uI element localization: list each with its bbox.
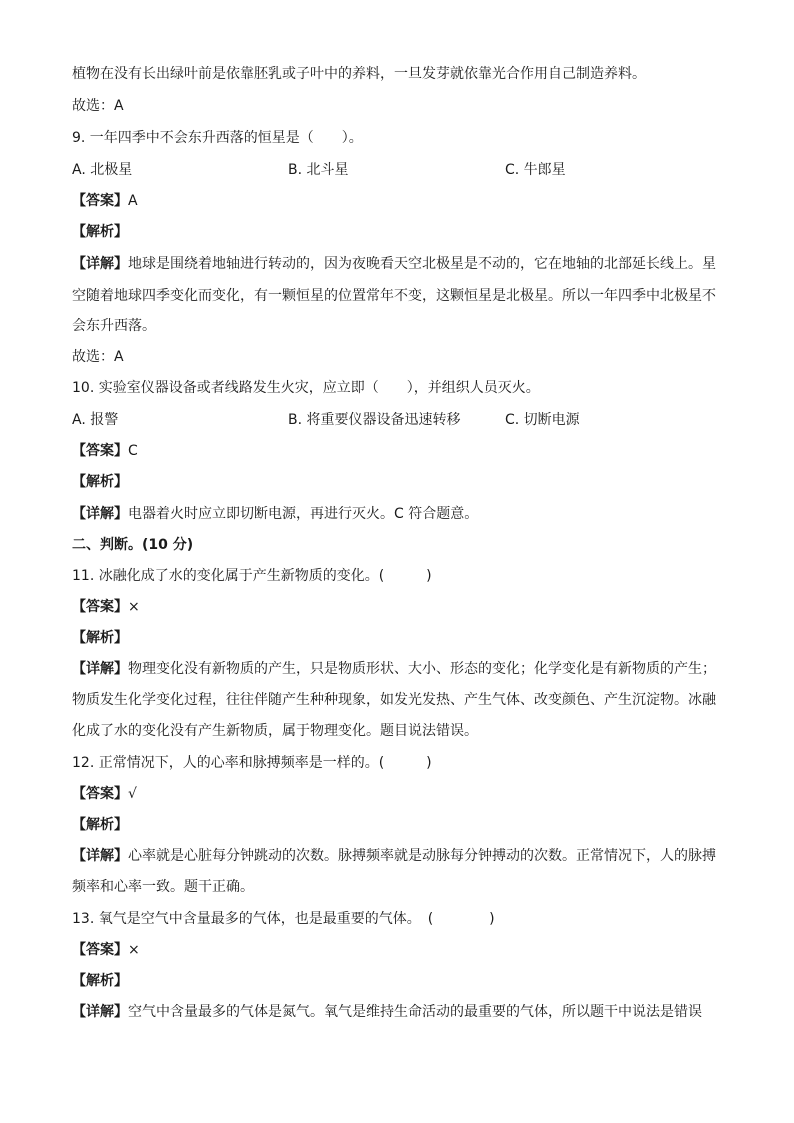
- detail-text: 空气中含量最多的气体是氮气。氧气是维持生命活动的最重要的气体，所以题干中说法是错误: [128, 1004, 702, 1020]
- answer-value: √: [128, 786, 137, 802]
- answer-tag: 【答案】: [72, 193, 128, 209]
- q9-detail-line1: [72, 254, 716, 274]
- q9-choice: 故选：A: [72, 349, 124, 365]
- q11-detail-line1: [72, 659, 716, 679]
- q10-analysis-tag: 【解析】: [72, 474, 128, 490]
- q9-option-c: C. 牛郎星: [505, 162, 566, 178]
- q10-detail: [72, 504, 478, 524]
- q11-detail-line3: 化成了水的变化没有产生新物质，属于物理变化。题目说法错误。: [72, 723, 478, 739]
- q12-answer: [72, 784, 137, 804]
- q12-detail-line2: 频率和心率一致。题干正确。: [72, 879, 254, 895]
- answer-tag: 【答案】: [72, 599, 128, 615]
- detail-text: 电器着火时应立即切断电源，再进行灭火。C 符合题意。: [128, 506, 479, 522]
- q13-stem: 13. 氧气是空气中含量最多的气体，也是最重要的气体。 ( ): [72, 911, 495, 927]
- q13-answer: [72, 940, 140, 960]
- q10-answer: [72, 441, 138, 461]
- detail-text: 地球是围绕着地轴进行转动的，因为夜晚看天空北极星是不动的，它在地轴的北部延长线上。星: [128, 256, 716, 272]
- detail-text: 心率就是心脏每分钟跳动的次数。脉搏频率就是动脉每分钟搏动的次数。正常情况下，人的脉搏: [128, 848, 716, 864]
- q10-stem: 10. 实验室仪器设备或者线路发生火灾，应立即（ ），并组织人员灭火。: [72, 380, 540, 396]
- q10-option-a: A. 报警: [72, 412, 119, 428]
- q8-choice: 故选：A: [72, 98, 124, 114]
- q12-detail-line1: [72, 846, 716, 866]
- section-title-judgement: 二、判断。(10 分): [72, 537, 194, 553]
- q10-option-c: C. 切断电源: [505, 412, 580, 428]
- answer-tag: 【答案】: [72, 786, 128, 802]
- q9-detail-line2: 空随着地球四季变化而变化，有一颗恒星的位置常年不变，这颗恒星是北极星。所以一年四季中北极星不: [72, 288, 716, 304]
- q13-analysis-tag: 【解析】: [72, 973, 128, 989]
- q9-stem: 9. 一年四季中不会东升西落的恒星是（ ）。: [72, 130, 363, 146]
- q11-analysis-tag: 【解析】: [72, 630, 128, 646]
- q8-explanation-end: 植物在没有长出绿叶前是依靠胚乳或子叶中的养料，一旦发芽就依靠光合作用自己制造养料。: [72, 66, 646, 82]
- q11-answer: [72, 597, 140, 617]
- detail-tag: 【详解】: [72, 848, 128, 864]
- q9-option-a: A. 北极星: [72, 162, 133, 178]
- answer-tag: 【答案】: [72, 443, 128, 459]
- q9-answer: [72, 191, 138, 211]
- q11-detail-line2: 物质发生化学变化过程，往往伴随产生种种现象，如发光发热、产生气体、改变颜色、产生沉淀物。冰融: [72, 692, 716, 708]
- answer-tag: 【答案】: [72, 942, 128, 958]
- q9-analysis-tag: 【解析】: [72, 224, 128, 240]
- q13-detail: [72, 1002, 702, 1022]
- q10-option-b: B. 将重要仪器设备迅速转移: [288, 412, 461, 428]
- q12-stem: 12. 正常情况下，人的心率和脉搏频率是一样的。( ): [72, 755, 432, 771]
- answer-value: C: [128, 443, 138, 459]
- answer-value: A: [128, 193, 138, 209]
- q12-analysis-tag: 【解析】: [72, 817, 128, 833]
- q11-stem: 11. 冰融化成了水的变化属于产生新物质的变化。( ): [72, 568, 432, 584]
- detail-tag: 【详解】: [72, 506, 128, 522]
- q9-option-b: B. 北斗星: [288, 162, 349, 178]
- q9-detail-line3: 会东升西落。: [72, 318, 156, 334]
- detail-text: 物理变化没有新物质的产生，只是物质形状、大小、形态的变化；化学变化是有新物质的产生；: [128, 661, 716, 677]
- answer-value: ×: [128, 599, 140, 615]
- detail-tag: 【详解】: [72, 661, 128, 677]
- detail-tag: 【详解】: [72, 1004, 128, 1020]
- detail-tag: 【详解】: [72, 256, 128, 272]
- answer-value: ×: [128, 942, 140, 958]
